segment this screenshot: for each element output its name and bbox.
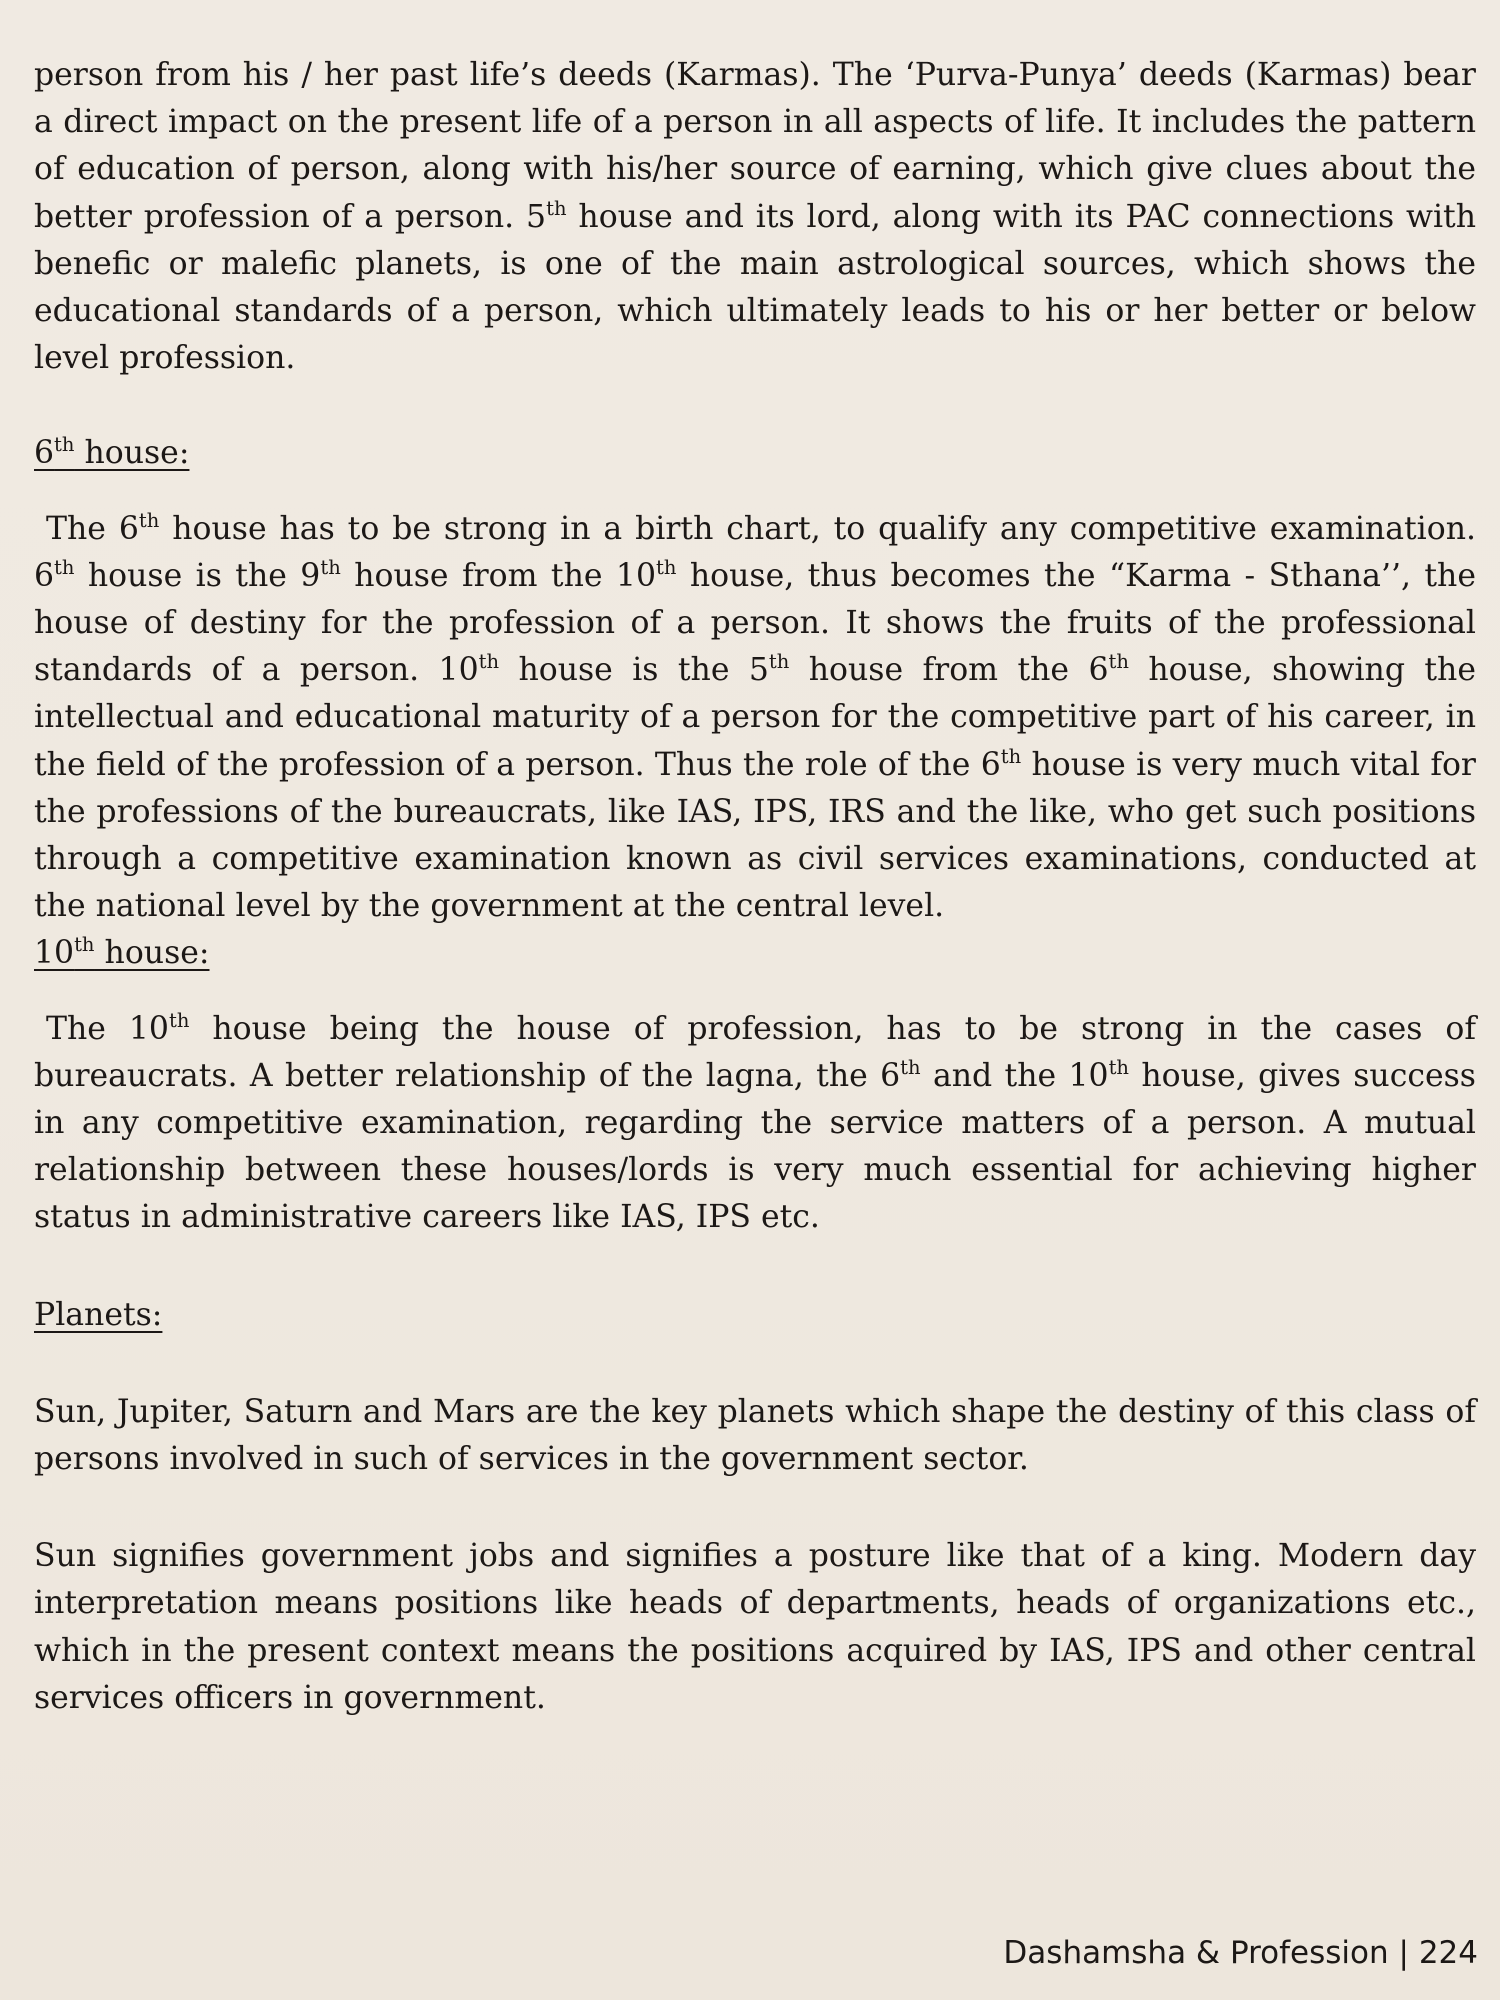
page-body [34, 52, 1476, 1722]
footer-separator: | [1398, 1935, 1409, 1971]
paragraph-6th-house: The 6th house has to be strong in a birth chart, to qualify any competitive examination. 6th house is the 9th house from the 10th house, thus becomes the “Karma - Sthana’’, the house of destiny for the profession of a person. It shows the fruits of the professional standards of a person. 10th house is the 5th house from the 6th house, showing the intellectual and educational maturity of a person for the competitive part of his career, in the field of the profession of a person. Thus the role of the 6th house is very much vital for the professions of the bureaucrats, like IAS, IPS, IRS and the like, who get such positions through a competitive examination known as civil services examinations, conducted at the national level by the government at the central level. [34, 508, 1476, 925]
paragraph-planets-key: Sun, Jupiter, Saturn and Mars are the key planets which shape the destiny of this class of persons involved in such of services in the government sector. [34, 1393, 1476, 1478]
paragraph-sun: Sun signifies government jobs and signifies a posture like that of a king. Modern day interpretation means positions like heads of departments, heads of organizations etc., which in the present context means the positions acquired by IAS, IPS and other central services officers in government. [34, 1538, 1476, 1716]
paragraph-10th-house: The 10th house being the house of profession, has to be strong in the cases of bureaucrats. A better relationship of the lagna, the 6th and the 10th house, gives success in any competitive examination, regarding the service matters of a person. A mutual relationship between these houses/lords is very much essential for achieving higher status in administrative careers like IAS, IPS etc. [34, 1008, 1477, 1236]
page-footer [1003, 1935, 1478, 1971]
paragraph-intro: person from his / her past life’s deeds (Karmas). The ‘Purva-Punya’ deeds (Karmas) bear a direct impact on the present life of a person in all aspects of life. It includes the pattern of education of person, along with his/her source of earning, which give clues about the better profession of a person. 5th house and its lord, along with its PAC connections with benefic or malefic planets, is one of the main astrological sources, which shows the educational standards of a person, which ultimately leads to his or her better or below level profession. [34, 57, 1476, 377]
heading-10th-house: 10th house: [34, 933, 210, 972]
book-title: Dashamsha & Profession [1003, 1935, 1389, 1971]
heading-6th-house: 6th house: [34, 433, 190, 472]
page-number: 224 [1418, 1935, 1478, 1971]
heading-planets: Planets: [34, 1296, 163, 1333]
